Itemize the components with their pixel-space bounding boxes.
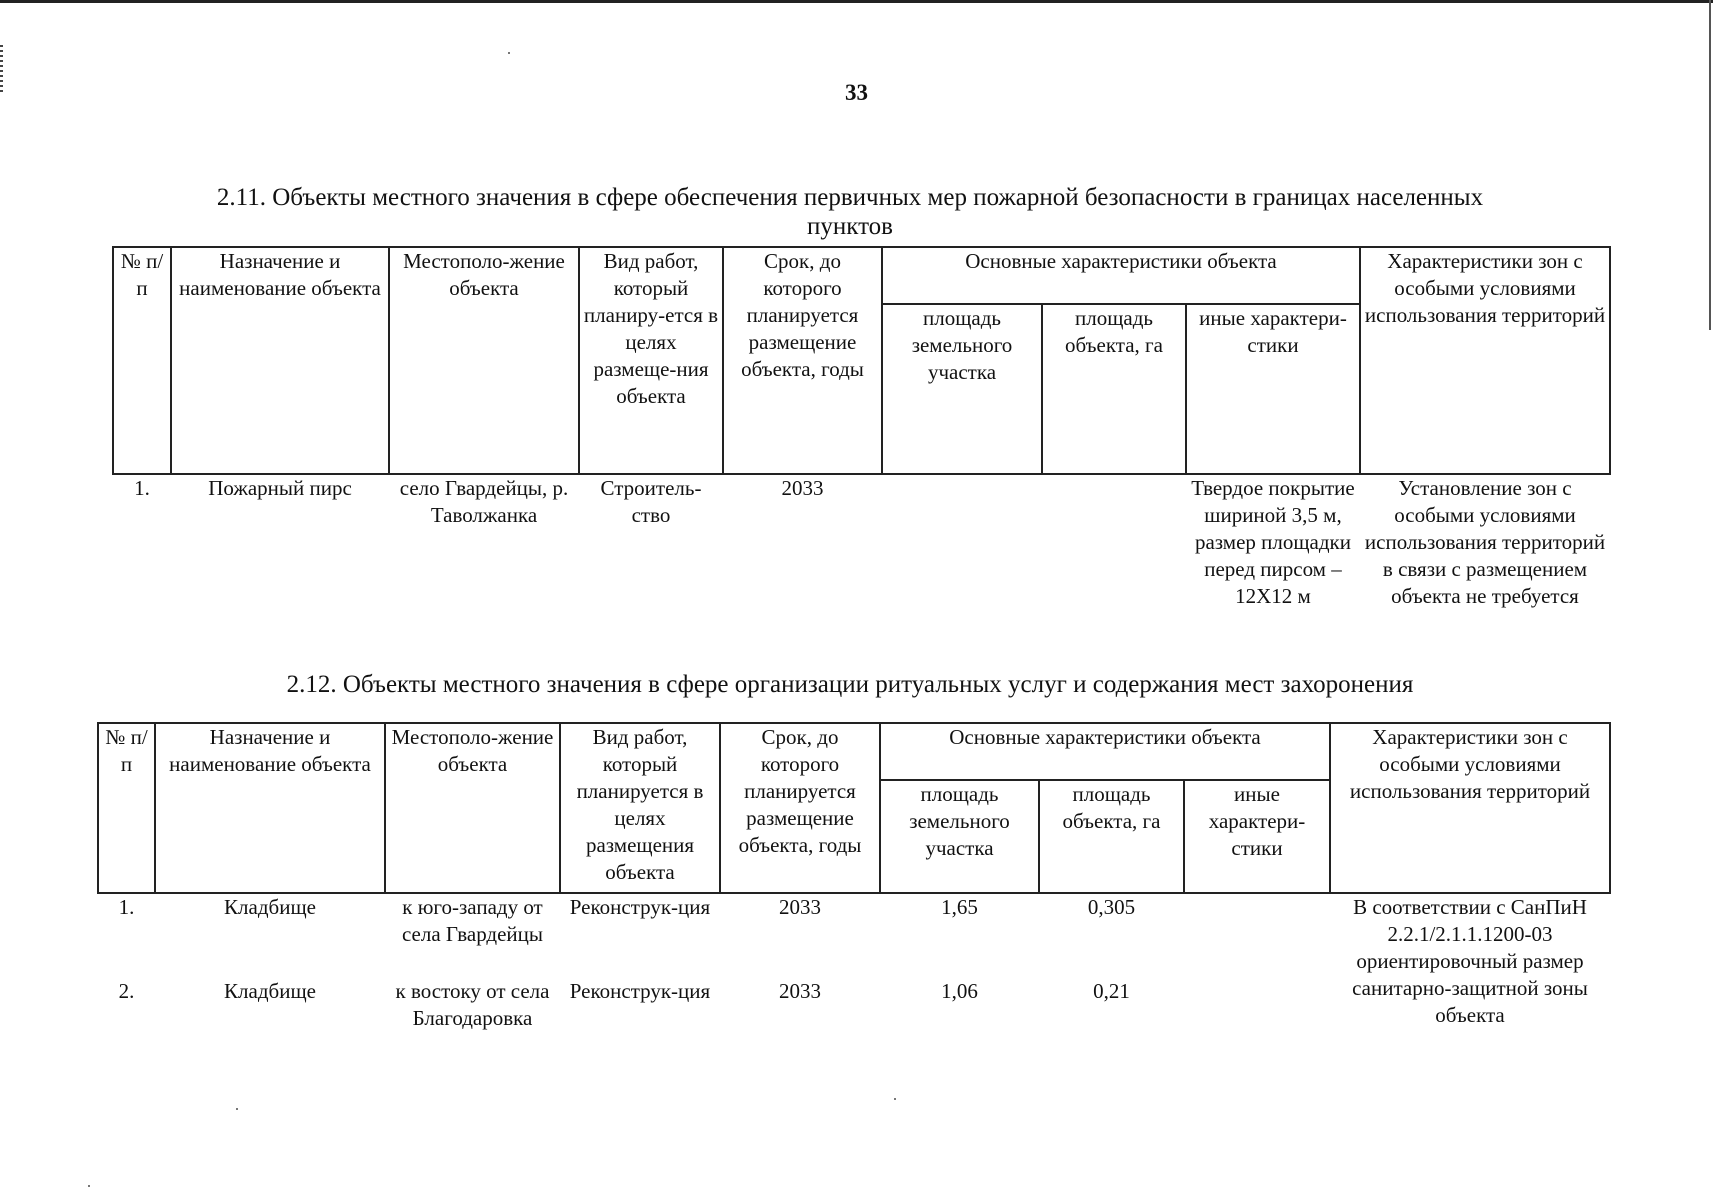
section-title-2-12: 2.12. Объекты местного значения в сфере организации ритуальных услуг и содержания мест захоронения [286, 671, 1414, 698]
cell-object-area: 0,21 [1093, 979, 1130, 1003]
cell-object-area [1042, 474, 1186, 610]
cell-name: Кладбище [224, 979, 316, 1003]
header-work: Вид работ, который планируется в целях размещения объекта [560, 723, 720, 893]
header-num: № п/п [98, 723, 155, 893]
header-zones: Характеристики зон с особыми условиями использования территорий [1360, 247, 1610, 474]
table-row [113, 474, 1610, 610]
header-main-characteristics: Основные характеристики объекта [880, 723, 1330, 780]
cell-location: к юго-западу от села Гвардейцы [385, 893, 560, 978]
header-deadline: Срок, до которого планируется размещение объекта, годы [723, 247, 882, 474]
cell-deadline: 2033 [779, 979, 821, 1003]
table-header-row [98, 723, 1610, 780]
cell-work: Реконструк-ция [560, 893, 720, 978]
cell-name: Пожарный пирс [171, 474, 389, 610]
cell-land-area: 1,06 [941, 979, 978, 1003]
table-2-11 [112, 246, 1611, 610]
header-object-area: площадь объекта, га [1039, 780, 1184, 893]
scan-speck [88, 1185, 90, 1187]
scan-speck [894, 1098, 896, 1100]
header-name: Назначение и наименование объекта [171, 247, 389, 474]
page-number: 33 [845, 80, 868, 105]
header-object-area: площадь объекта, га [1042, 304, 1186, 474]
header-land-area: площадь земельного участка [880, 780, 1039, 893]
header-zones: Характеристики зон с особыми условиями использования территорий [1330, 723, 1610, 893]
cell-other [1184, 978, 1330, 1032]
cell-location: село Гвардейцы, р. Таволжанка [389, 474, 579, 610]
header-work: Вид работ, который планиру-ется в целях размеще-ния объекта [579, 247, 723, 474]
cell-work: Реконструк-ция [569, 979, 711, 1003]
cell-deadline: 2033 [723, 474, 882, 610]
cell-name: Кладбище [155, 893, 385, 978]
section-title-2-11: 2.11. Объекты местного значения в сфере обеспечения первичных мер пожарной безопасности в границах населенных пунктов [216, 184, 1484, 240]
scan-top-border [0, 0, 1713, 3]
header-num: № п/п [113, 247, 171, 474]
header-location: Местополо-жение объекта [385, 723, 560, 893]
header-deadline: Срок, до которого планируется размещение объекта, годы [720, 723, 880, 893]
cell-object-area: 0,305 [1039, 893, 1184, 978]
cell-other [1184, 893, 1330, 978]
header-land-area: площадь земельного участка [882, 304, 1042, 474]
table-header-row [113, 247, 1610, 304]
header-other: иные характери-стики [1184, 780, 1330, 893]
scan-speck [236, 1108, 238, 1110]
table-row [98, 893, 1610, 978]
cell-zones: Установление зон с особыми условиями использования территорий в связи с размещением объекта не требуется [1360, 474, 1610, 610]
scan-speck [508, 52, 510, 54]
cell-num: 2. [118, 979, 135, 1003]
header-location: Местополо-жение объекта [389, 247, 579, 474]
cell-work: Строитель-ство [579, 474, 723, 610]
cell-deadline: 2033 [720, 893, 880, 978]
cell-location: к востоку от села Благодаровка [395, 979, 550, 1030]
cell-land-area [882, 474, 1042, 610]
cell-land-area: 1,65 [880, 893, 1039, 978]
cell-zones: В соответствии с СанПиН 2.2.1/2.1.1.1200-03 ориентировочный размер санитарно-защитной зоны объекта [1330, 893, 1610, 1032]
header-other: иные характери-стики [1186, 304, 1360, 474]
scan-right-edge [1709, 0, 1711, 330]
table-2-12 [97, 722, 1611, 1032]
cell-num: 1. [113, 474, 171, 610]
header-main-characteristics: Основные характеристики объекта [882, 247, 1360, 304]
cell-other: Твердое покрытие шириной 3,5 м, размер площадки перед пирсом – 12Х12 м [1186, 474, 1360, 610]
header-name: Назначение и наименование объекта [155, 723, 385, 893]
cell-num: 1. [98, 893, 155, 978]
